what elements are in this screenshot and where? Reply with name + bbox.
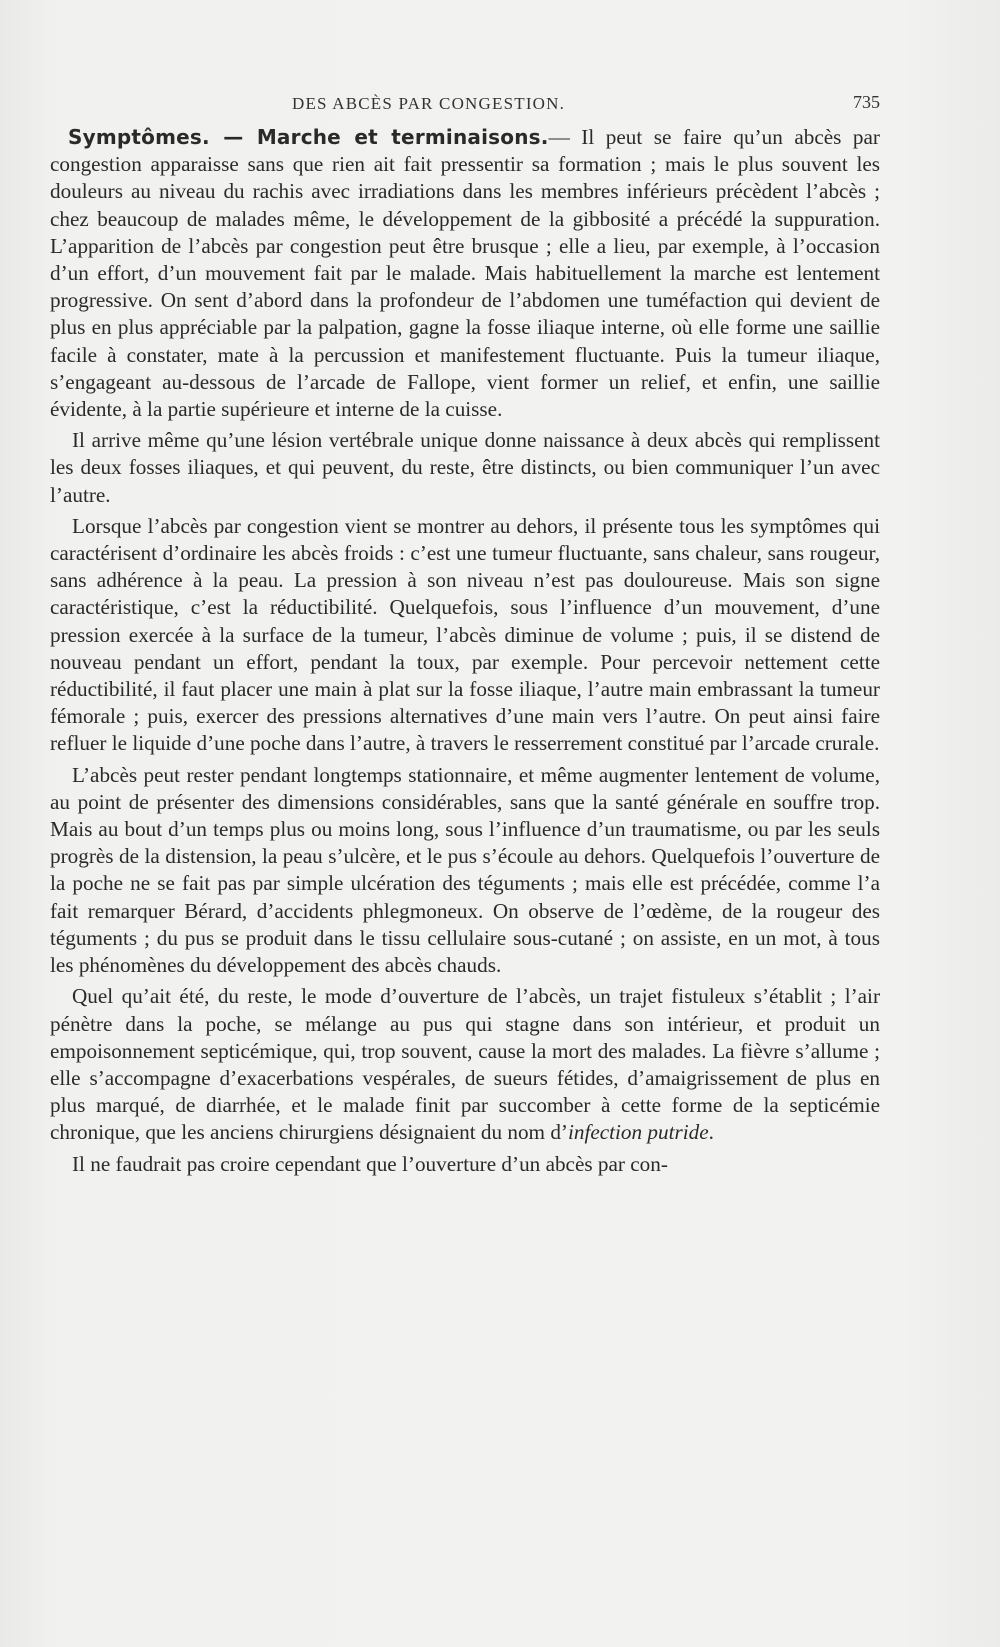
section-heading: Symptômes. — Marche et terminaisons. [68, 125, 549, 149]
body-text [50, 124, 880, 1182]
paragraph-deux-abces: Il arrive même qu’une lésion vertébrale unique donne naissance à deux abcès qui remplissent les deux fosses iliaques, et qui peuvent, du reste, être distincts, ou bien communiquer l’un avec l’autre. [50, 428, 880, 507]
paragraph-symptomes [50, 124, 880, 423]
paragraph-text: Quel qu’ait été, du reste, le mode d’ouverture de l’abcès, un trajet fistuleux s’établit ; l’air pénètre dans la poche, se mélange au pus qui stagne dans son intérieur, et produit un empoisonnement septicémique, qui, trop souvent, cause la mort des malades. La fièvre s’allume ; elle s’accompagne d’exacerbations vespérales, de sueurs fétides, d’amaigrissement de plus en plus marqué, de diarrhée, et le malade finit par succomber à cette forme de la septicémie chronique, que les anciens chirurgiens désignaient du nom d’ [50, 984, 880, 1145]
running-title: DES ABCÈS PAR CONGESTION. [292, 94, 566, 113]
paragraph-text: — Il peut se faire qu’un abcès par congestion apparaisse sans que rien ait fait pressentir sa formation ; mais le plus souvent les douleurs au niveau du rachis avec irradiations dans les membres inférieurs précèdent l’abcès ; chez beaucoup de malades même, le développement de la gibbosité a précédé la suppuration. L’apparition de l’abcès par congestion peut être brusque ; elle a lieu, par exemple, à l’occasion d’un effort, d’un mouvement fait par le malade. Mais habituellement la marche est lentement progressive. On sent d’abord dans la profondeur de l’abdomen une tuméfaction qui devient de plus en plus appréciable par la palpation, gagne la fosse iliaque interne, où elle forme une saillie facile à constater, mate à la percussion et manifestement fluctuante. Puis la tumeur iliaque, s’engageant au-dessous de l’arcade de Fallope, vient former un relief, et enfin, une saillie évidente, à la partie supérieure et interne de la cuisse. [50, 125, 880, 422]
paragraph-continuation: Il ne faudrait pas croire cependant que l’ouverture d’un abcès par con- [72, 1151, 668, 1176]
page-header [50, 92, 880, 122]
paragraph-ouverture: L’abcès peut rester pendant longtemps stationnaire, et même augmenter lentement de volume, au point de présenter des dimensions considérables, sans que la santé générale en souffre trop. Mais au bout d’un temps plus ou moins long, sous l’influence d’un traumatisme, ou par les seuls progrès de la distension, la peau s’ulcère, et le pus s’écoule au dehors. Quelquefois l’ouverture de la poche ne se fait pas par simple ulcération des téguments ; mais elle est précédée, comme l’a fait remarquer Bérard, d’accidents phlegmoneux. On observe de l’œdème, de la rougeur des téguments ; du pus se produit dans le tissu cellulaire sous-cutané ; on assiste, en un mot, à tous les phénomènes du développement des abcès chauds. [50, 762, 880, 978]
paragraph-septicemie [50, 983, 880, 1146]
paragraph-end: . [708, 1120, 714, 1145]
italic-term: infection putride [567, 1120, 709, 1145]
paragraph-reductibilite: Lorsque l’abcès par congestion vient se montrer au dehors, il présente tous les symptômes qui caractérisent d’ordinaire les abcès froids : c’est une tumeur fluctuante, sans chaleur, sans rougeur, sans adhérence à la peau. La pression à son niveau n’est pas douloureuse. Mais son signe caractéristique, c’est la réductibilité. Quelquefois, sous l’influence d’un mouvement, d’une pression exercée à la surface de la tumeur, l’abcès diminue de volume ; puis, il se distend de nouveau pendant un effort, pendant la toux, par exemple. Pour percevoir nettement cette réductibilité, il faut placer une main à plat sur la fosse iliaque, l’autre main embrassant la tumeur fémorale ; puis, exercer des pressions alternatives d’une main vers l’autre. On peut ainsi faire refluer le liquide d’une poche dans l’autre, à travers le resserrement constitué par l’arcade crurale. [50, 513, 880, 756]
page-number: 735 [853, 92, 880, 112]
